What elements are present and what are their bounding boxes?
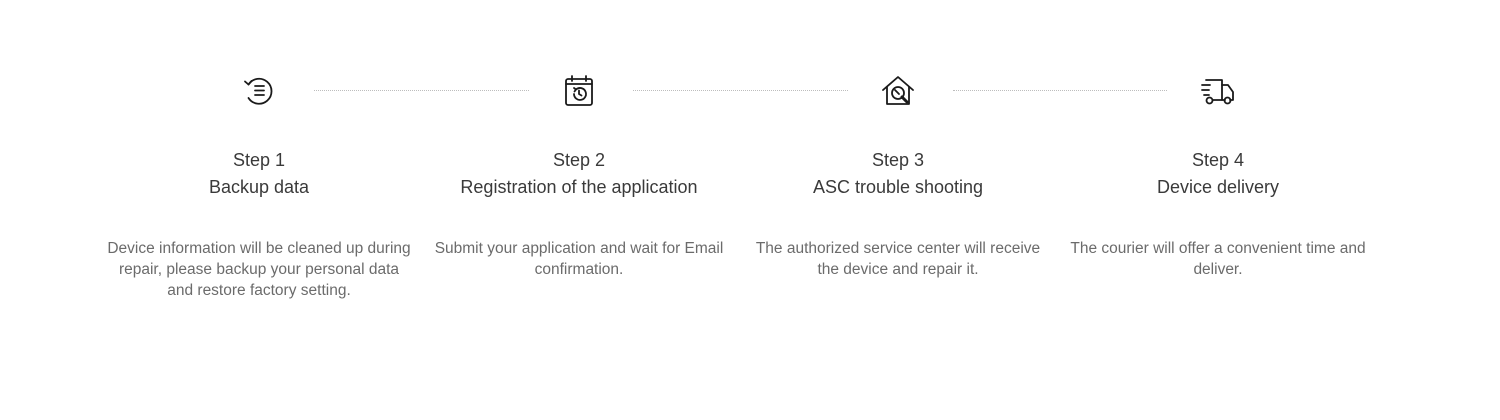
step-4-description: The courier will offer a convenient time and deliver. [1070,240,1366,278]
step-4-number: Step 4 [1191,150,1245,170]
step-2-description: Submit your application and wait for Email confirmation. [434,240,724,278]
step-connector-3-4 [953,90,1167,91]
calendar-history-icon [558,70,600,112]
house-wrench-icon [877,70,919,112]
step-3-title: ASC trouble shooting [812,177,984,197]
step-connector-1-2 [314,90,529,91]
step-1-description: Device information will be cleaned up during repair, please backup your personal data and restore factory setting. [107,240,411,299]
step-1-title: Backup data [208,177,310,197]
step-4-title: Device delivery [1156,177,1280,197]
step-3-description: The authorized service center will receive the device and repair it. [755,240,1041,278]
delivery-truck-icon [1197,70,1239,112]
step-1-number: Step 1 [232,150,286,170]
backup-icon [238,70,280,112]
step-3-number: Step 3 [871,150,925,170]
step-2-number: Step 2 [552,150,606,170]
step-connector-2-3 [633,90,848,91]
step-2-title: Registration of the application [460,177,698,197]
